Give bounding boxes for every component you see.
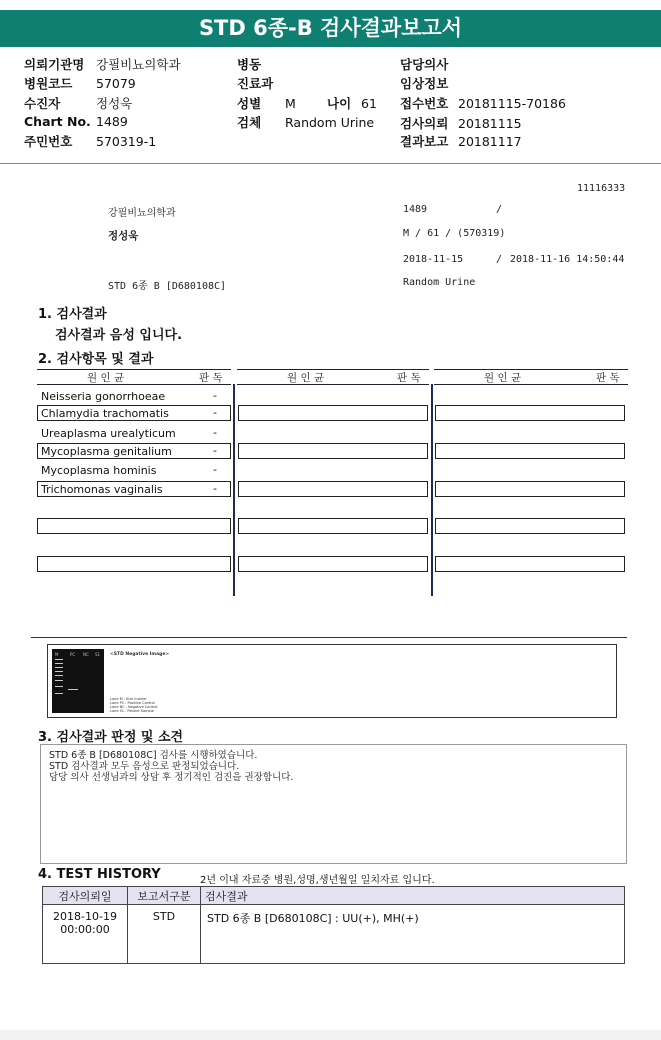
pathogen-name: Mycoplasma genitalium [41, 445, 172, 458]
history-date: 2018-10-19 [53, 910, 117, 923]
empty-row-box [238, 556, 428, 572]
header-physician: 담당의사 [400, 57, 449, 72]
history-header-row [43, 887, 625, 905]
report-title: STD 6종-B 검사결과보고서 [0, 10, 661, 47]
gel-legend-line: Lane M : Size marker [110, 697, 147, 701]
header-ward: 병동 [237, 57, 262, 72]
empty-row-box [37, 556, 231, 572]
gel-band [55, 671, 63, 672]
results-column-divider [233, 384, 235, 596]
summary-date-report: 2018-11-16 14:50:44 [510, 254, 625, 265]
pathogen-result: - [213, 463, 217, 476]
header-specimen: 검체 Random Urine [237, 115, 375, 130]
pathogen-name: Chlamydia trachomatis [41, 407, 169, 420]
summary-name: 정성욱 [108, 230, 139, 242]
summary-sex-age: M / 61 / (570319) [403, 228, 506, 239]
gel-image [47, 644, 617, 718]
column-judgement-label: 판 독 [596, 372, 620, 384]
history-header-result: 검사결과 [201, 887, 625, 905]
header-clinical-info: 임상정보 [400, 76, 449, 91]
gel-legend-line: Lane PC : Positive Control [110, 701, 155, 705]
empty-row-box [238, 405, 428, 421]
results-column-header-3 [434, 369, 628, 385]
opinion-line: STD 6종 B [D680108C] 검사를 시행하였습니다. [49, 750, 258, 761]
summary-hospital: 강필비뇨의학과 [108, 208, 176, 219]
results-column-header-1 [37, 369, 231, 385]
gel-legend-line: Lane NC : Negative Control [110, 705, 158, 709]
history-type: STD [128, 905, 201, 964]
opinion-line: 담당 의사 선생님과의 상담 후 정기적인 검진을 권장합니다. [49, 772, 294, 783]
header-hospital-code: 병원코드 57079 [24, 76, 136, 91]
gel-divider [31, 637, 627, 638]
history-row [43, 905, 625, 964]
header-divider [0, 163, 661, 164]
pathogen-name: Mycoplasma hominis [41, 464, 157, 477]
empty-row-box [435, 405, 625, 421]
summary-code: 11116333 [577, 183, 626, 194]
column-judgement-label: 판 독 [199, 372, 223, 384]
gel-band [68, 689, 78, 690]
summary-date-received: 2018-11-15 [403, 254, 464, 265]
gel-band [55, 663, 63, 664]
gel-lane-label: M [55, 652, 59, 657]
gel-band [55, 680, 63, 681]
history-note: 2년 이내 자료중 병원,성명,생년월일 일치자료 입니다. [200, 875, 435, 886]
results-column-header-2 [237, 369, 429, 385]
summary-chart: 1489 [403, 204, 428, 215]
history-header-date: 검사의뢰일 [43, 887, 128, 905]
history-time: 00:00:00 [60, 923, 110, 936]
gel-band [55, 675, 63, 676]
summary-date-separator: / [496, 254, 503, 265]
gel-lane-label: S1 [95, 652, 101, 657]
pathogen-result: - [213, 482, 217, 495]
gel-band [55, 659, 63, 660]
empty-row-box [238, 518, 428, 534]
pathogen-result: - [213, 389, 217, 402]
summary-specimen: Random Urine [403, 277, 476, 288]
gel-image-title: <STD Negative Image> [110, 652, 170, 657]
header-sex: 성별 M [237, 96, 296, 111]
history-table [42, 886, 625, 964]
gel-band [55, 686, 63, 687]
section2-title: 2. 검사항목 및 결과 [38, 352, 154, 367]
section1-result: 검사결과 음성 입니다. [55, 328, 183, 343]
column-pathogen-label: 원 인 균 [287, 372, 325, 384]
header-department: 진료과 [237, 76, 274, 91]
history-date-cell [43, 905, 128, 964]
results-column-divider [431, 384, 433, 596]
header-report-date: 결과보고 20181117 [400, 134, 522, 149]
column-pathogen-label: 원 인 균 [484, 372, 522, 384]
header-age: 나이 61 [327, 96, 377, 111]
empty-row-box [435, 518, 625, 534]
header-resident-number: 주민번호 570319-1 [24, 134, 157, 149]
header-request-date: 검사의뢰 20181115 [400, 116, 522, 131]
opinion-line: STD 검사결과 모두 음성으로 판정되었습니다. [49, 761, 240, 772]
gel-lane-label: NC [83, 652, 89, 657]
gel-band [55, 667, 63, 668]
header-patient-name: 수진자 정성욱 [24, 96, 133, 111]
empty-row-box [238, 481, 428, 497]
empty-row-box [435, 556, 625, 572]
summary-test-name: STD 6종 B [D680108C] [108, 281, 227, 292]
gel-legend-line: Lane S1 : Patient Sample [110, 709, 154, 713]
pathogen-name: Ureaplasma urealyticum [41, 427, 176, 440]
pathogen-name: Trichomonas vaginalis [41, 483, 163, 496]
header-chart-no: Chart No. 1489 [24, 114, 128, 129]
pathogen-result: - [213, 444, 217, 457]
history-result: STD 6종 B [D680108C] : UU(+), MH(+) [201, 905, 625, 964]
empty-row-box [435, 481, 625, 497]
header-requesting-institution: 의뢰기관명 강필비뇨의학과 [24, 57, 181, 72]
column-pathogen-label: 원 인 균 [87, 372, 125, 384]
opinion-box [40, 744, 627, 864]
gel-photo [52, 649, 104, 713]
gel-lane-label: PC [70, 652, 76, 657]
header-receipt-number: 접수번호 20181115-70186 [400, 96, 566, 111]
column-judgement-label: 판 독 [397, 372, 421, 384]
empty-row-box [238, 443, 428, 459]
gel-band [55, 693, 63, 694]
section1-title: 1. 검사결과 [38, 307, 107, 322]
section3-title: 3. 검사결과 판정 및 소견 [38, 730, 184, 745]
pathogen-result: - [213, 426, 217, 439]
pathogen-name: Neisseria gonorrhoeae [41, 390, 166, 403]
pathogen-result: - [213, 406, 217, 419]
empty-row-box [37, 518, 231, 534]
empty-row-box [435, 443, 625, 459]
summary-chart-separator: / [496, 204, 503, 215]
history-header-type: 보고서구분 [128, 887, 201, 905]
section4-title: 4. TEST HISTORY [38, 867, 161, 882]
